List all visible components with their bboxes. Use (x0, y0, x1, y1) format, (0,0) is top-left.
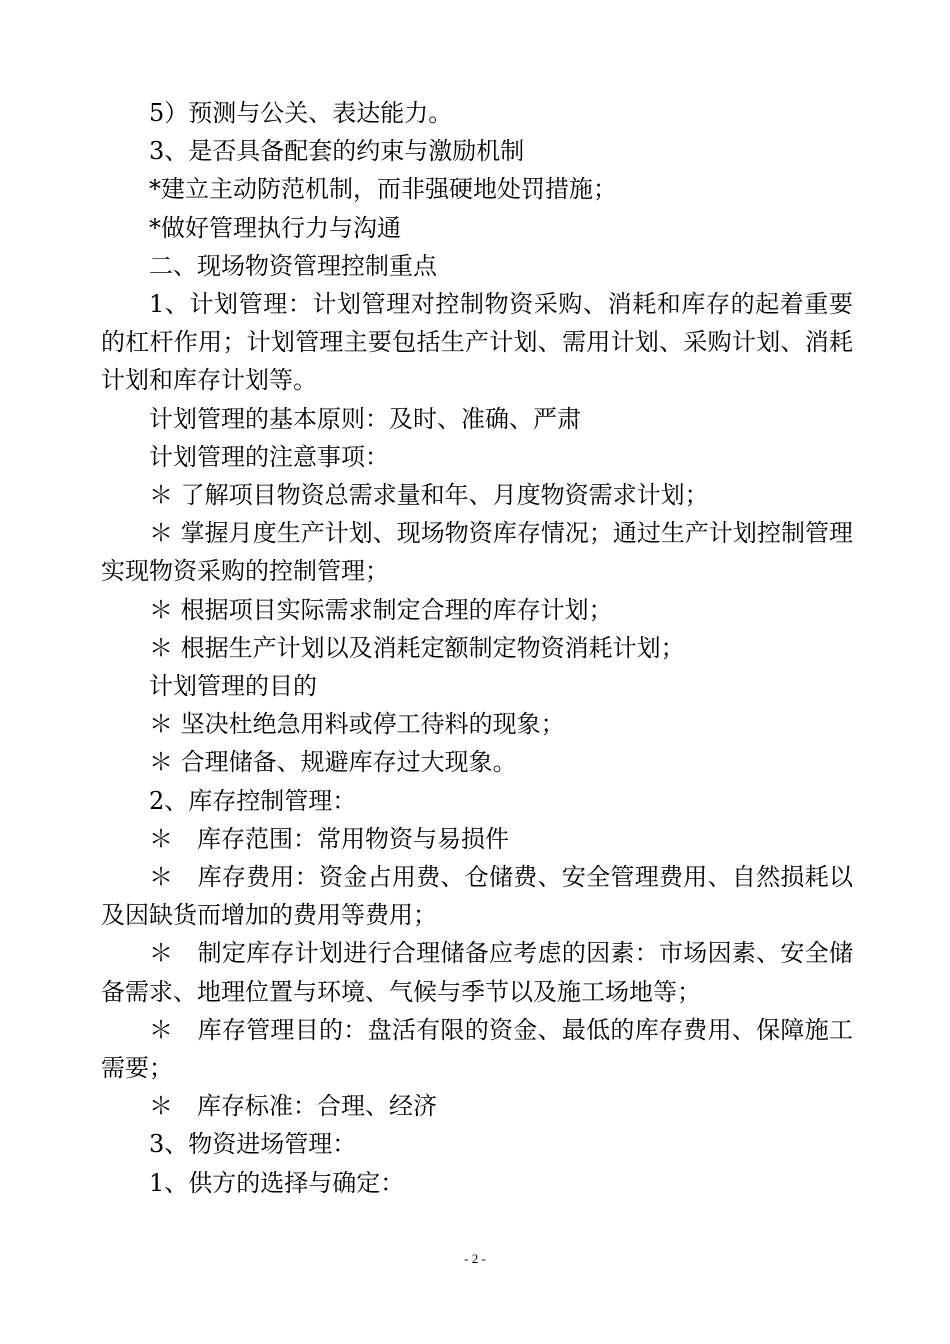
list-item: ＊ 根据生产计划以及消耗定额制定物资消耗计划； (149, 633, 685, 662)
list-item: ＊ 掌握月度生产计划、现场物资库存情况；通过生产计划控制管理实现物资采购的控制管理； (101, 519, 853, 586)
paragraph: 2、库存控制管理： (149, 786, 357, 815)
paragraph: 1、供方的选择与确定： (149, 1168, 405, 1197)
paragraph: *做好管理执行力与沟通 (149, 213, 401, 242)
paragraph: 5）预测与公关、表达能力。 (149, 99, 453, 127)
paragraph: 计划管理的目的 (149, 672, 317, 701)
paragraph: 计划管理的基本原则：及时、准确、严肃 (149, 404, 581, 433)
list-item: ＊ 合理储备、规避库存过大现象。 (149, 748, 517, 777)
list-item: ＊ 库存费用：资金占用费、仓储费、安全管理费用、自然损耗以及因缺货而增加的费用等费用； (101, 863, 853, 930)
page-number: - 2 - (464, 1251, 486, 1266)
paragraph: 1、计划管理：计划管理对控制物资采购、消耗和库存的起着重要的杠杆作用；计划管理主要包括生产计划、需用计划、采购计划、消耗计划和库存计划等。 (101, 290, 853, 395)
list-item: ＊ 库存管理目的：盘活有限的资金、最低的库存费用、保障施工需要； (101, 1015, 853, 1083)
paragraph: 3、是否具备配套的约束与激励机制 (149, 137, 525, 166)
paragraph: 3、物资进场管理： (149, 1130, 357, 1159)
section-heading: 二、现场物资管理控制重点 (149, 251, 437, 280)
list-item: ＊ 制定库存计划进行合理储备应考虑的因素：市场因素、安全储备需求、地理位置与环境、气候与季节以及施工场地等； (101, 939, 853, 1006)
paragraph: 计划管理的注意事项： (149, 442, 389, 471)
list-item: ＊ 库存范围：常用物资与易损件 (149, 824, 509, 853)
list-item: ＊ 了解项目物资总需求量和年、月度物资需求计划； (149, 481, 709, 510)
document-body (101, 94, 853, 1202)
list-item: ＊ 库存标准：合理、经济 (149, 1092, 437, 1121)
list-item: ＊ 根据项目实际需求制定合理的库存计划； (149, 595, 613, 624)
paragraph: *建立主动防范机制，而非强硬地处罚措施； (149, 175, 617, 204)
list-item: ＊ 坚决杜绝急用料或停工待料的现象； (149, 710, 565, 739)
